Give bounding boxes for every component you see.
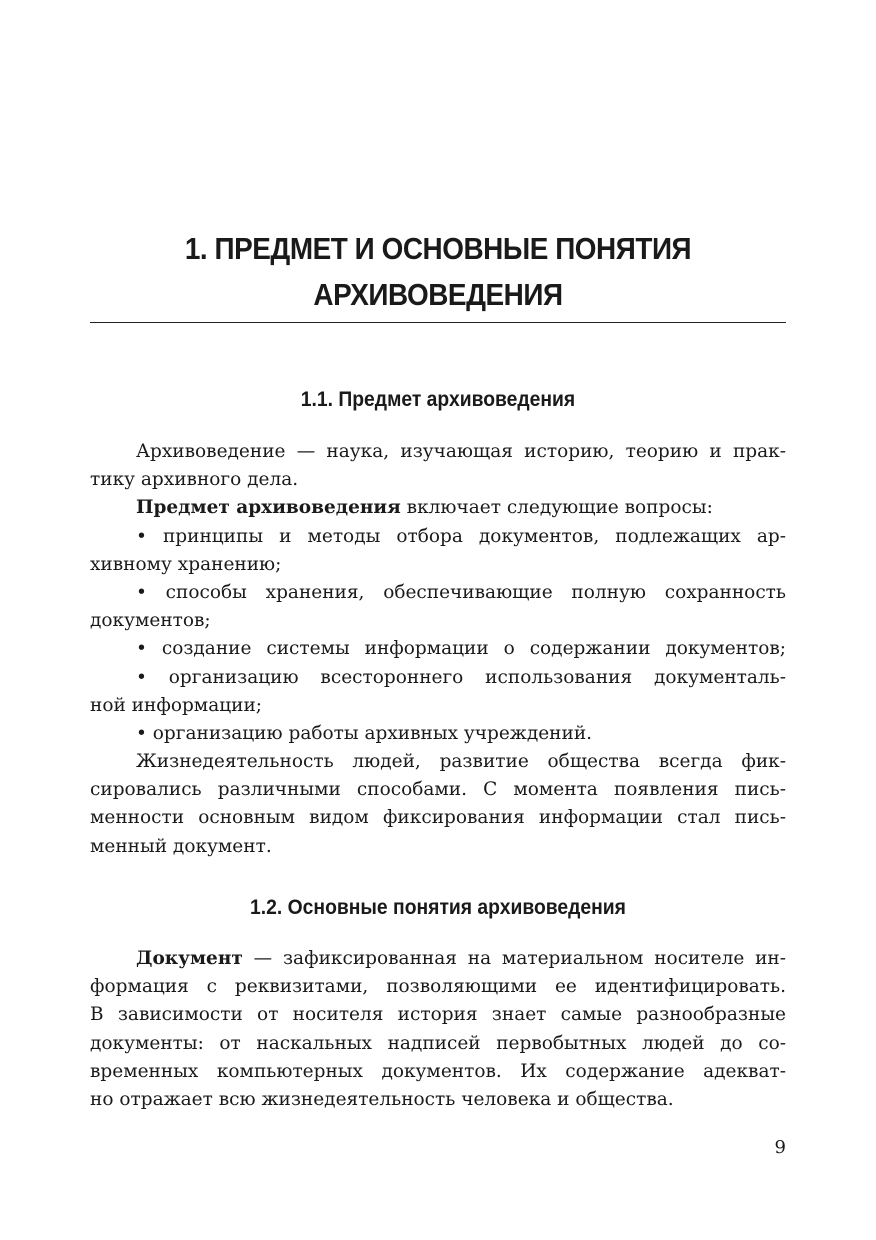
definition-term: Документ [136,948,243,969]
paragraph-line: менный документ. [90,835,272,857]
bullet-line: ной информации; [90,694,263,716]
subject-term: Предмет архивоведения [136,497,401,519]
section-2-title: 1.2. Основные понятия архивоведения [250,896,626,919]
bullet-line: • способы хранения, обеспечивающие полную сохранность [136,581,786,603]
paragraph-line: но отражает всю жизнедеятельность человека и общества. [90,1088,674,1110]
paragraph-line: документы: от наскальных надписей первобытных людей до со- [90,1032,786,1054]
section-1-body [90,438,786,861]
subject-text: включает следующие вопросы: [400,497,713,519]
chapter-title [125,226,751,318]
bullet-line: • принципы и методы отбора документов, подлежащих ар- [136,525,786,547]
chapter-title-line-2: АРХИВОВЕДЕНИЯ [313,277,563,312]
paragraph-line: В зависимости от носителя история знает самые разнообразные [90,1004,786,1026]
bullet-line: • создание системы информации о содержании документов; [136,638,786,660]
definition-line [90,945,786,973]
section-1-title: 1.1. Предмет архивоведения [300,388,576,411]
bullet-line: • организацию работы архивных учреждений. [136,722,593,744]
page-number: 9 [774,1137,786,1158]
paragraph-line: временных компьютерных документов. Их содержание адекват- [90,1060,786,1082]
paragraph-line: тику архивного дела. [90,469,299,491]
chapter-divider [90,322,786,323]
bullet-line: хивному хранению; [90,553,282,575]
chapter-title-line-1: 1. ПРЕДМЕТ И ОСНОВНЫЕ ПОНЯТИЯ [184,231,692,266]
section-2-body [90,945,786,1114]
bullet-line: • организацию всестороннего использования документаль- [136,666,786,688]
paragraph-line: менности основным видом фиксирования информации стал пись- [90,807,786,829]
paragraph-line: сировались различными способами. С момента появления пись- [90,779,786,801]
bullet-line: документов; [90,610,211,632]
paragraph-line: Архивоведение — наука, изучающая историю, теорию и прак- [136,441,786,462]
paragraph-line: формация с реквизитами, позволяющими ее идентифицировать. [90,976,786,998]
subject-line [90,494,786,522]
document-page [90,0,786,1240]
paragraph-line: Жизнедеятельность людей, развитие общества всегда фик- [136,751,786,773]
definition-text: — зафиксированная на материальном носителе ин- [242,948,786,969]
